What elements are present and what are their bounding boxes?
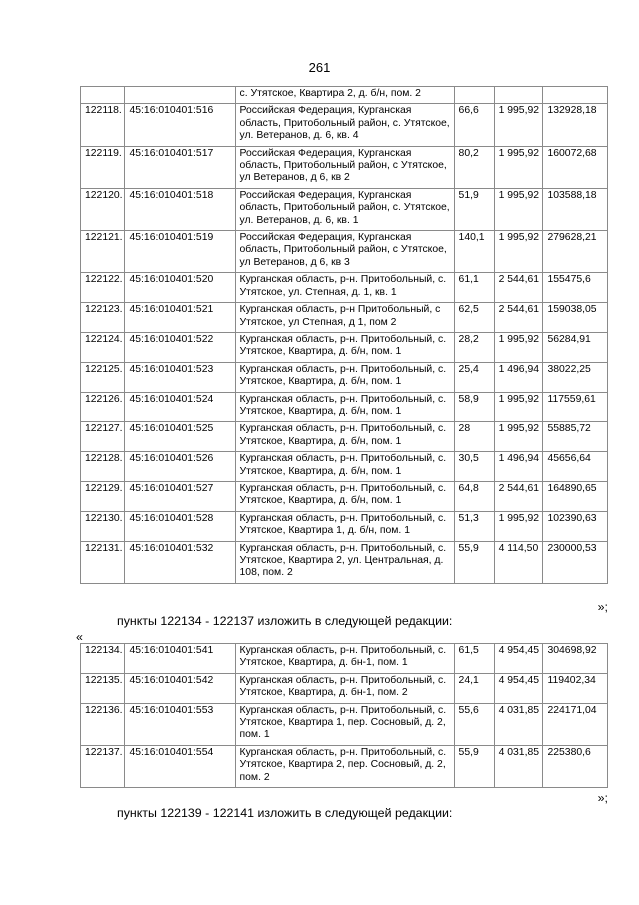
- area-cell: 58,9: [454, 392, 494, 422]
- cadastral-number-cell: 45:16:010401:523: [125, 362, 235, 392]
- cadastral-number-cell: 45:16:010401:527: [125, 481, 235, 511]
- cadastral-number-cell: 45:16:010401:526: [125, 452, 235, 482]
- cadastral-number-cell: 45:16:010401:525: [125, 422, 235, 452]
- cadastral-value-cell: 304698,92: [543, 644, 608, 674]
- rate-cell: [494, 87, 543, 104]
- rate-cell: 1 496,94: [494, 452, 543, 482]
- table-row: [81, 541, 608, 583]
- rate-cell: 2 544,61: [494, 273, 543, 303]
- address-cell: Российская Федерация, Курганская область, Притобольный район, с. Утятское, ул. Ветеранов, д. 6, кв. 4: [235, 104, 454, 146]
- cadastral-value-cell: 102390,63: [543, 511, 608, 541]
- rate-cell: 2 544,61: [494, 303, 543, 333]
- table-row: [81, 303, 608, 333]
- cadastral-number-cell: 45:16:010401:521: [125, 303, 235, 333]
- rate-cell: 1 995,92: [494, 104, 543, 146]
- cadastral-value-cell: 117559,61: [543, 392, 608, 422]
- cadastral-number-cell: [125, 87, 235, 104]
- row-number-cell: 122135.: [81, 673, 125, 703]
- address-cell: Курганская область, р-н Притобольный, с Утятское, ул Степная, д 1, пом 2: [235, 303, 454, 333]
- cadastral-value-cell: 119402,34: [543, 673, 608, 703]
- table-row: [81, 452, 608, 482]
- area-cell: 61,5: [454, 644, 494, 674]
- table-row: [81, 745, 608, 787]
- rate-cell: 1 995,92: [494, 146, 543, 188]
- address-cell: Курганская область, р-н. Притобольный, с. Утятское, Квартира, д. б/н, пом. 1: [235, 481, 454, 511]
- table-row: [81, 273, 608, 303]
- cadastral-value-cell: 279628,21: [543, 231, 608, 273]
- table-row: [81, 511, 608, 541]
- cadastral-number-cell: 45:16:010401:542: [125, 673, 235, 703]
- table-row: [81, 146, 608, 188]
- area-cell: 25,4: [454, 362, 494, 392]
- address-cell: Российская Федерация, Курганская область, Притобольный район, с Утятское, ул Ветеранов, д 6, кв 3: [235, 231, 454, 273]
- row-number-cell: 122125.: [81, 362, 125, 392]
- address-cell: Курганская область, р-н. Притобольный, с. Утятское, Квартира 1, пер. Сосновый, д. 2, пом. 1: [235, 703, 454, 745]
- cadastral-value-cell: 55885,72: [543, 422, 608, 452]
- area-cell: 55,6: [454, 703, 494, 745]
- table-row: [81, 673, 608, 703]
- address-cell: Курганская область, р-н. Притобольный, с. Утятское, Квартира, д. бн-1, пом. 1: [235, 644, 454, 674]
- address-cell: Курганская область, р-н. Притобольный, с. Утятское, ул. Степная, д. 1, кв. 1: [235, 273, 454, 303]
- area-cell: 80,2: [454, 146, 494, 188]
- address-cell: Курганская область, р-н. Притобольный, с. Утятское, Квартира, д. б/н, пом. 1: [235, 422, 454, 452]
- cadastral-number-cell: 45:16:010401:528: [125, 511, 235, 541]
- page-number: 261: [308, 60, 331, 75]
- rate-cell: 1 995,92: [494, 188, 543, 230]
- area-cell: 64,8: [454, 481, 494, 511]
- address-cell: Курганская область, р-н. Притобольный, с. Утятское, Квартира 2, пер. Сосновый, д. 2, пом. 2: [235, 745, 454, 787]
- row-number-cell: 122127.: [81, 422, 125, 452]
- area-cell: 28: [454, 422, 494, 452]
- table-row: [81, 104, 608, 146]
- address-cell: Российская Федерация, Курганская область, Притобольный район, с. Утятское, ул. Ветеранов, д. 6, кв. 1: [235, 188, 454, 230]
- property-table-1: [80, 86, 608, 584]
- rate-cell: 1 496,94: [494, 362, 543, 392]
- cadastral-number-cell: 45:16:010401:541: [125, 644, 235, 674]
- rate-cell: 1 995,92: [494, 511, 543, 541]
- row-number-cell: 122134.: [81, 644, 125, 674]
- rate-cell: 4 031,85: [494, 703, 543, 745]
- address-cell: Курганская область, р-н. Притобольный, с. Утятское, Квартира 2, ул. Центральная, д. 108, пом. 2: [235, 541, 454, 583]
- cadastral-value-cell: 225380,6: [543, 745, 608, 787]
- table-row: [81, 392, 608, 422]
- cadastral-number-cell: 45:16:010401:517: [125, 146, 235, 188]
- closing-quote: »;: [597, 791, 608, 805]
- row-number-cell: 122126.: [81, 392, 125, 422]
- cadastral-value-cell: 132928,18: [543, 104, 608, 146]
- row-number-cell: 122123.: [81, 303, 125, 333]
- area-cell: 51,3: [454, 511, 494, 541]
- area-cell: 55,9: [454, 541, 494, 583]
- address-cell: с. Утятское, Квартира 2, д. б/н, пом. 2: [235, 87, 454, 104]
- area-cell: 24,1: [454, 673, 494, 703]
- rate-cell: 4 031,85: [494, 745, 543, 787]
- row-number-cell: 122121.: [81, 231, 125, 273]
- row-number-cell: 122120.: [81, 188, 125, 230]
- address-cell: Курганская область, р-н. Притобольный, с. Утятское, Квартира, д. бн-1, пом. 2: [235, 673, 454, 703]
- table-row: [81, 231, 608, 273]
- area-cell: 62,5: [454, 303, 494, 333]
- table-row: [81, 332, 608, 362]
- table-row: [81, 422, 608, 452]
- cadastral-value-cell: [543, 87, 608, 104]
- rate-cell: 4 954,45: [494, 673, 543, 703]
- cadastral-value-cell: 164890,65: [543, 481, 608, 511]
- cadastral-number-cell: 45:16:010401:519: [125, 231, 235, 273]
- row-number-cell: 122130.: [81, 511, 125, 541]
- address-cell: Российская Федерация, Курганская область, Притобольный район, с Утятское, ул Ветеранов, д 6, кв 2: [235, 146, 454, 188]
- area-cell: 28,2: [454, 332, 494, 362]
- address-cell: Курганская область, р-н. Притобольный, с. Утятское, Квартира 1, д. б/н, пом. 1: [235, 511, 454, 541]
- cadastral-number-cell: 45:16:010401:518: [125, 188, 235, 230]
- area-cell: [454, 87, 494, 104]
- table-row: [81, 703, 608, 745]
- cadastral-number-cell: 45:16:010401:516: [125, 104, 235, 146]
- rate-cell: 1 995,92: [494, 332, 543, 362]
- row-number-cell: [81, 87, 125, 104]
- row-number-cell: 122124.: [81, 332, 125, 362]
- row-number-cell: 122128.: [81, 452, 125, 482]
- cadastral-value-cell: 159038,05: [543, 303, 608, 333]
- cadastral-value-cell: 103588,18: [543, 188, 608, 230]
- property-table-2: [80, 643, 608, 788]
- cadastral-value-cell: 45656,64: [543, 452, 608, 482]
- table-row: [81, 481, 608, 511]
- cadastral-value-cell: 155475,6: [543, 273, 608, 303]
- closing-quote: »;: [597, 600, 608, 614]
- rate-cell: 2 544,61: [494, 481, 543, 511]
- rate-cell: 1 995,92: [494, 392, 543, 422]
- table-row: [81, 644, 608, 674]
- table-row: [81, 87, 608, 104]
- address-cell: Курганская область, р-н. Притобольный, с. Утятское, Квартира, д. б/н, пом. 1: [235, 392, 454, 422]
- row-number-cell: 122129.: [81, 481, 125, 511]
- cadastral-value-cell: 56284,91: [543, 332, 608, 362]
- amendment-paragraph: пункты 122134 - 122137 изложить в следующей редакции:: [117, 614, 453, 628]
- cadastral-number-cell: 45:16:010401:532: [125, 541, 235, 583]
- row-number-cell: 122122.: [81, 273, 125, 303]
- row-number-cell: 122137.: [81, 745, 125, 787]
- table-row: [81, 362, 608, 392]
- cadastral-value-cell: 224171,04: [543, 703, 608, 745]
- area-cell: 55,9: [454, 745, 494, 787]
- row-number-cell: 122119.: [81, 146, 125, 188]
- row-number-cell: 122131.: [81, 541, 125, 583]
- cadastral-value-cell: 38022,25: [543, 362, 608, 392]
- rate-cell: 4 114,50: [494, 541, 543, 583]
- rate-cell: 1 995,92: [494, 422, 543, 452]
- cadastral-value-cell: 160072,68: [543, 146, 608, 188]
- address-cell: Курганская область, р-н. Притобольный, с. Утятское, Квартира, д. б/н, пом. 1: [235, 452, 454, 482]
- rate-cell: 1 995,92: [494, 231, 543, 273]
- table-row: [81, 188, 608, 230]
- amendment-paragraph: пункты 122139 - 122141 изложить в следующей редакции:: [117, 806, 453, 820]
- rate-cell: 4 954,45: [494, 644, 543, 674]
- area-cell: 30,5: [454, 452, 494, 482]
- address-cell: Курганская область, р-н. Притобольный, с. Утятское, Квартира, д. б/н, пом. 1: [235, 362, 454, 392]
- cadastral-number-cell: 45:16:010401:553: [125, 703, 235, 745]
- address-cell: Курганская область, р-н. Притобольный, с. Утятское, Квартира, д. б/н, пом. 1: [235, 332, 454, 362]
- area-cell: 51,9: [454, 188, 494, 230]
- row-number-cell: 122136.: [81, 703, 125, 745]
- row-number-cell: 122118.: [81, 104, 125, 146]
- cadastral-number-cell: 45:16:010401:522: [125, 332, 235, 362]
- cadastral-number-cell: 45:16:010401:520: [125, 273, 235, 303]
- cadastral-number-cell: 45:16:010401:524: [125, 392, 235, 422]
- area-cell: 66,6: [454, 104, 494, 146]
- cadastral-number-cell: 45:16:010401:554: [125, 745, 235, 787]
- cadastral-value-cell: 230000,53: [543, 541, 608, 583]
- area-cell: 140,1: [454, 231, 494, 273]
- area-cell: 61,1: [454, 273, 494, 303]
- opening-quote: «: [76, 630, 83, 644]
